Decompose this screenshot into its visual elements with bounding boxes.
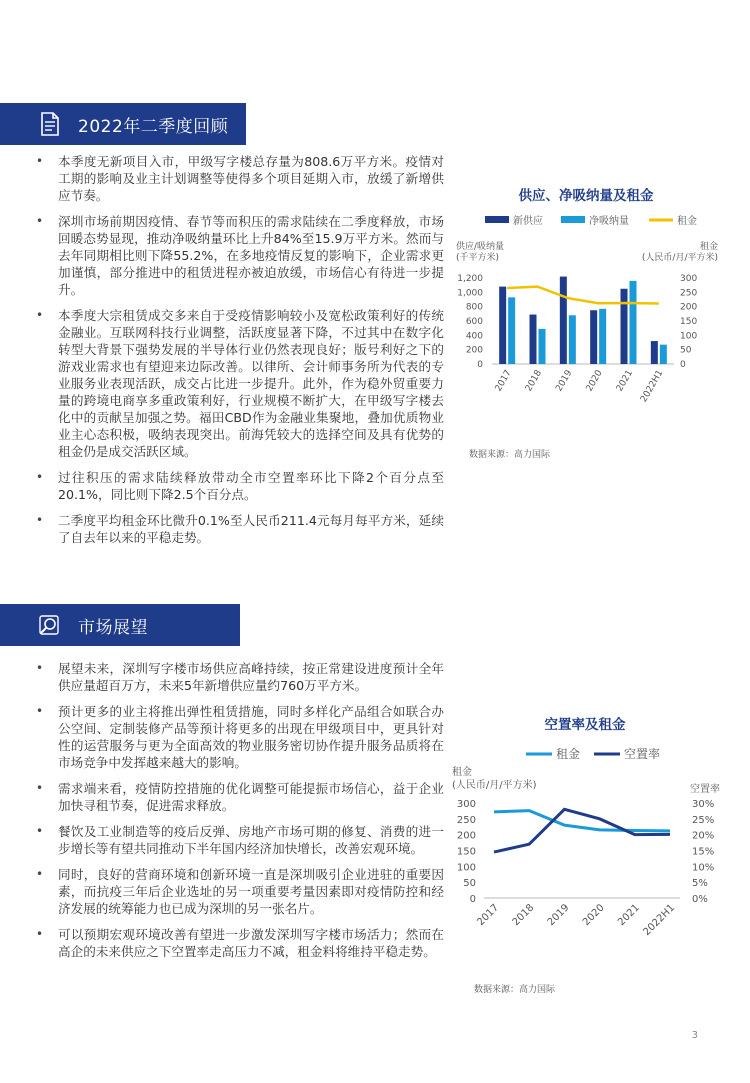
- list-item: • 二季度平均租金环比微升0.1%至人民币211.4元每月每平方米，延续了自去年以来的平稳走势。: [36, 513, 444, 545]
- x-tick-label: 2018: [510, 902, 537, 929]
- x-tick-label: 2017: [475, 902, 502, 929]
- y2-tick-label: 0: [680, 360, 686, 370]
- bar: [590, 310, 597, 364]
- bullet-dot: •: [36, 214, 44, 228]
- axis-title: 供应/吸纳量: [456, 242, 505, 252]
- review-bullet-list: [36, 153, 444, 555]
- axis-title: 租金: [699, 242, 718, 252]
- y-tick-label: 1,200: [457, 274, 483, 284]
- legend-label: 空置率: [624, 747, 661, 761]
- axis-title: (人民币/月/平方米): [641, 253, 718, 263]
- y-tick-label: 50: [463, 878, 476, 890]
- y-tick-label: 200: [465, 345, 483, 356]
- bar: [508, 297, 515, 364]
- y-tick-label: 0: [469, 894, 476, 905]
- section-banner-outlook: [0, 604, 240, 646]
- y2-tick-label: 5%: [692, 878, 708, 890]
- y2-tick-label: 200: [680, 302, 698, 313]
- chart-title: 供应、净吸纳量及租金: [518, 188, 654, 204]
- y-tick-label: 250: [456, 814, 476, 826]
- outlook-bullet-list: [36, 660, 444, 969]
- y-tick-label: 0: [477, 360, 483, 370]
- y-tick-label: 150: [456, 846, 476, 858]
- legend-label: 租金: [677, 216, 697, 227]
- list-item: • 展望未来，深圳写字楼市场供应高峰持续，按正常建设进度预计全年供应量超百万方，未来5年新增供应量约760万平方米。: [36, 661, 444, 693]
- list-item: • 同时，良好的营商环境和创新环境一直是深圳吸引企业进驻的重要因素，而抗疫三年后企业选址的另一项重要考量因素即对疫情防控和经济发展的统筹能力也已成为深圳的另一张名片。: [36, 867, 444, 916]
- list-item: • 需求端来看，疫情防控措施的优化调整可能提振市场信心，益于企业加快寻租节奏，促进需求释放。: [36, 781, 444, 813]
- legend-swatch: [561, 216, 585, 223]
- bullet-dot: •: [36, 704, 44, 718]
- bar: [569, 315, 576, 364]
- list-item: • 预计更多的业主将推出弹性租赁措施，同时多样化产品组合如联合办公空间、定制装修产品等预计将更多的出现在甲级项目中，更具针对性的运营服务与更为全面高效的物业服务密切协作提升服务品质将在市场竞争中发挥越来越大的影响。: [36, 704, 444, 770]
- vacancy-rent-chart: [448, 735, 728, 940]
- y-tick-label: 800: [465, 302, 483, 313]
- x-tick-label: 2019: [554, 368, 575, 394]
- page-number: 3: [691, 1030, 698, 1041]
- y2-tick-label: 0%: [692, 894, 708, 905]
- bar: [621, 289, 628, 364]
- y2-tick-label: 25%: [692, 814, 715, 826]
- legend-label: 净吸纳量: [589, 216, 629, 227]
- x-tick-label: 2020: [584, 368, 605, 394]
- chart-title: 空置率及租金: [544, 717, 626, 733]
- bar: [660, 345, 667, 364]
- section-title: 市场展望: [78, 617, 148, 638]
- x-tick-label: 2017: [493, 368, 514, 394]
- list-item: • 可以预期宏观环境改善有望进一步激发深圳写字楼市场活力；然而在高企的未来供应之下空置率走高压力不减，租金料将维持平稳走势。: [36, 927, 444, 959]
- bar: [539, 329, 546, 364]
- document-icon: [34, 109, 64, 139]
- legend-label: 新供应: [513, 216, 543, 227]
- bullet-dot: •: [36, 867, 44, 881]
- y-tick-label: 300: [456, 799, 476, 810]
- x-tick-label: 2022H1: [639, 368, 666, 405]
- y2-tick-label: 15%: [692, 846, 715, 858]
- bullet-dot: •: [36, 154, 44, 168]
- x-tick-label: 2019: [545, 902, 572, 929]
- source-note: 数据来源：高力国际: [474, 985, 556, 995]
- axis-title: 租金: [452, 767, 472, 778]
- y2-tick-label: 30%: [692, 799, 715, 810]
- bullet-dot: •: [36, 824, 44, 838]
- magnifier-icon: [34, 610, 64, 640]
- axis-title: (千平方米): [456, 253, 500, 263]
- y-tick-label: 100: [456, 862, 476, 874]
- supply-absorption-rent-chart: [452, 205, 722, 405]
- bullet-dot: •: [36, 470, 44, 484]
- axis-title: (人民币/月/平方米): [452, 780, 537, 791]
- list-item: • 过往积压的需求陆续释放带动全市空置率环比下降2个百分点至20.1%，同比则下降2.5个百分点。: [36, 470, 444, 502]
- y-tick-label: 200: [456, 830, 476, 842]
- y2-tick-label: 50: [680, 345, 692, 356]
- bar: [630, 281, 637, 364]
- bar: [530, 315, 537, 364]
- axis-title: 空置率: [690, 784, 720, 795]
- y-tick-label: 600: [465, 317, 483, 327]
- bar: [499, 287, 506, 364]
- bullet-dot: •: [36, 661, 44, 675]
- bar: [599, 309, 606, 364]
- list-item: • 本季度无新项目入市，甲级写字楼总存量为808.6万平方米。疫情对工期的影响及业主计划调整等使得多个项目延期入市，放缓了新增供应节奏。: [36, 154, 444, 203]
- list-item: • 本季度大宗租赁成交多来自于受疫情影响较小及宽松政策利好的传统金融业。互联网科技行业调整，活跃度显著下降，不过其中在数字化转型大背景下强势发展的半导体行业仍然表现良好；版号利好之下的游戏业需求也有望迎来边际改善。以律所、会计师事务所为代表的专业服务业表现活跃，成交占比进一步提升。此外，作为稳外贸重要力量的跨境电商享多重政策利好，行业规模不断扩大，在甲级写字楼去化中的贡献呈加强之势。福田CBD作为金融业集聚地，叠加优质物业业主心态积极，吸纳表现突出。前海凭较大的选择空间及具有优势的租金仍是成交活跃区域。: [36, 308, 444, 459]
- source-note: 数据来源：高力国际: [469, 450, 551, 460]
- y-tick-label: 1,000: [457, 288, 483, 299]
- y2-tick-label: 300: [680, 274, 698, 284]
- x-tick-label: 2018: [523, 368, 545, 394]
- y2-tick-label: 250: [680, 288, 698, 299]
- bullet-dot: •: [36, 308, 44, 322]
- bar: [560, 277, 567, 364]
- y-tick-label: 400: [465, 331, 483, 342]
- y2-tick-label: 10%: [692, 862, 715, 874]
- y2-tick-label: 20%: [692, 830, 715, 842]
- y2-tick-label: 150: [680, 317, 698, 327]
- bullet-dot: •: [36, 513, 44, 527]
- list-item: • 深圳市场前期因疫情、春节等而积压的需求陆续在二季度释放，市场回暖态势显现，推动净吸纳量环比上升84%至15.9万平方米。然而与去年同期相比则下降55.2%，在多地疫情反复的影响下，企业需求更加谨慎，部分推进中的租赁进程亦被迫放缓，市场信心有待进一步提升。: [36, 214, 444, 297]
- y2-tick-label: 100: [680, 331, 698, 342]
- list-item: • 餐饮及工业制造等的疫后反弹、房地产市场可期的修复、消费的进一步增长等有望共同推动下半年国内经济加快增长，改善宏观环境。: [36, 824, 444, 856]
- x-tick-label: 2022H1: [641, 902, 678, 938]
- bullet-dot: •: [36, 781, 44, 795]
- legend-swatch: [485, 216, 509, 223]
- bar: [651, 341, 658, 364]
- x-tick-label: 2020: [580, 902, 607, 929]
- bullet-dot: •: [36, 927, 44, 941]
- x-tick-label: 2021: [614, 368, 636, 394]
- x-tick-label: 2021: [616, 902, 642, 929]
- section-title: 2022年二季度回顾: [78, 116, 229, 137]
- legend-label: 租金: [556, 747, 581, 761]
- section-banner-review: [0, 103, 246, 145]
